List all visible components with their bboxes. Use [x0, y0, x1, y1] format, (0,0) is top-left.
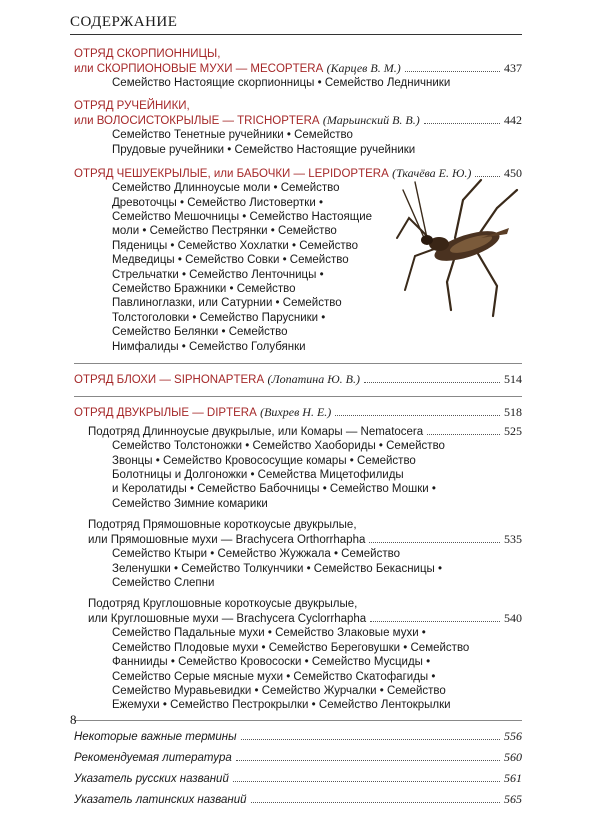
dot-leader [369, 542, 500, 543]
dot-leader [233, 781, 500, 782]
family-list-line: Прудовые ручейники • Семейство Настоящие ручейники [112, 143, 416, 156]
author: (Ткачёва Е. Ю.) [392, 166, 472, 181]
family-list-line: Семейство Плодовые мухи • Семейство Береговушки • Семейство [112, 641, 470, 654]
family-list-line: Семейство Бражники • Семейство [112, 283, 296, 296]
dot-leader [364, 382, 500, 383]
page-ref: 560 [504, 749, 522, 764]
order-title-line: ОТРЯД СКОРПИОННИЦЫ, [74, 48, 221, 60]
family-list-line: Звонцы • Семейство Кровососущие комары • Семейство [112, 454, 416, 467]
family-list-line: Древоточцы • Семейство Листовертки • [112, 196, 323, 209]
family-list-line: Семейство Тенетные ручейники • Семейство [112, 129, 353, 142]
order-title-line: или ВОЛОСИСТОКРЫЛЫЕ — TRICHOPTERA [74, 115, 320, 128]
toc-entry-orthorrhapha[interactable] [74, 518, 522, 590]
back-matter-title: Указатель русских названий [74, 772, 229, 785]
toc-entry-diptera[interactable] [74, 405, 522, 420]
back-matter-title: Указатель латинских названий [74, 793, 247, 806]
page-ref: 540 [504, 611, 522, 626]
back-matter-title: Рекомендуемая литература [74, 751, 232, 764]
page-ref: 437 [504, 61, 522, 75]
dot-leader [335, 415, 500, 416]
toc-entry-russian-index[interactable] [74, 771, 522, 786]
family-list-line: моли • Семейство Пестрянки • Семейство [112, 225, 337, 238]
family-list-line: Семейство Муравьевидки • Семейство Журчалки • Семейство [112, 684, 446, 697]
order-title-line: или СКОРПИОНОВЫЕ МУХИ — MECOPTERA [74, 63, 324, 75]
page-ref: 556 [504, 728, 522, 743]
toc-entry-literature[interactable] [74, 750, 522, 765]
toc-entry-trichoptera[interactable] [74, 99, 522, 157]
dot-leader [241, 739, 500, 740]
family-list-line: Семейство Серые мясные мухи • Семейство Скатофагиды • [112, 670, 436, 683]
page-ref: 535 [504, 532, 522, 547]
family-list-line: Нимфалиды • Семейство Голубянки [112, 340, 306, 353]
back-matter-title: Некоторые важные термины [74, 730, 237, 743]
family-list-line: Павлиноглазки, или Сатурнии • Семейство [112, 297, 342, 310]
family-list-line: Стрельчатки • Семейство Ленточницы • [112, 268, 324, 281]
order-title-line: ОТРЯД БЛОХИ — SIPHONAPTERA [74, 374, 265, 387]
family-list-line: Пяденицы • Семейство Хохлатки • Семейство [112, 239, 359, 252]
dot-leader [405, 71, 500, 72]
author: (Лопатина Ю. В.) [267, 372, 360, 387]
dot-leader [427, 434, 500, 435]
page-ref: 561 [504, 770, 522, 785]
toc-entry-cyclorrhapha[interactable] [74, 597, 522, 712]
section-divider [74, 720, 522, 721]
family-list-line: Ежемухи • Семейство Пестрокрылки • Семейство Лентокрылки [112, 699, 451, 712]
family-list-line: Семейство Мешочницы • Семейство Настоящие [112, 211, 373, 224]
toc-entry-latin-index[interactable] [74, 792, 522, 807]
order-title-line: ОТРЯД РУЧЕЙНИКИ, [74, 100, 190, 113]
family-list-line: Семейство Толстоножки • Семейство Хаобориды • Семейство [112, 440, 445, 453]
family-list-line: Медведицы • Семейство Совки • Семейство [112, 254, 349, 267]
page-ref: 518 [504, 405, 522, 420]
family-list-line: Толстоголовки • Семейство Парусники • [112, 311, 326, 324]
toc-entry-terms[interactable] [74, 729, 522, 744]
family-list-line: и Керолатиды • Семейство Бабочницы • Семейство Мошки • [112, 483, 436, 496]
dot-leader [424, 123, 500, 124]
family-list-line: Семейство Белянки • Семейство [112, 326, 288, 339]
suborder-title-line: или Прямошовные мухи — Brachycera Orthorrhapha [88, 534, 366, 547]
family-list-line: Семейство Ктыри • Семейство Жужжала • Семейство [112, 548, 400, 561]
order-title-line: ОТРЯД ДВУКРЫЛЫЕ — DIPTERA [74, 407, 257, 420]
family-list-line: Болотницы и Долгоножки • Семейства Мицетофилиды [112, 468, 404, 481]
author: (Карцев В. М.) [326, 61, 401, 75]
suborder-title-line: Подотряд Круглошовные короткоусые двукрылые, [88, 598, 358, 611]
family-list-line: Семейство Длинноусые моли • Семейство [112, 182, 340, 195]
order-title-line: ОТРЯД ЧЕШУЕКРЫЛЫЕ, или БАБОЧКИ — LEPIDOPTERA [74, 168, 389, 181]
page-ref: 525 [504, 424, 522, 439]
family-list-line: Зеленушки • Семейство Толкунчики • Семейство Бекасницы • [112, 562, 443, 575]
header-rule [70, 34, 522, 35]
dot-leader [370, 621, 500, 622]
page-ref: 450 [504, 166, 522, 181]
section-divider [74, 396, 522, 397]
page-ref: 565 [504, 791, 522, 806]
author: (Марьинский В. В.) [322, 113, 420, 128]
page-ref: 514 [504, 372, 522, 387]
back-matter [74, 729, 522, 807]
family-list-line: Семейство Падальные мухи • Семейство Злаковые мухи • [112, 627, 426, 640]
family-list-line: Семейство Настоящие скорпионницы • Семейство Ледничники [112, 77, 451, 89]
page-ref: 442 [504, 113, 522, 128]
toc-entry-siphonaptera[interactable] [74, 372, 522, 387]
family-list-line: Фаннииды • Семейство Кровососки • Семейство Мусциды • [112, 656, 431, 669]
dot-leader [236, 760, 500, 761]
page-number: 8 [70, 712, 77, 727]
author: (Вихрев Н. Е.) [260, 405, 332, 420]
toc-entry-mecoptera[interactable] [74, 47, 522, 90]
toc-entry-nematocera[interactable] [74, 424, 522, 511]
section-divider [74, 363, 522, 364]
page-header: СОДЕРЖАНИЕ [70, 14, 178, 30]
suborder-title-line: или Круглошовные мухи — Brachycera Cyclorrhapha [88, 613, 367, 626]
family-list-line: Семейство Зимние комарики [112, 497, 268, 510]
family-list-line: Семейство Слепни [112, 576, 215, 589]
dot-leader [251, 802, 500, 803]
insect-photo-icon [385, 160, 525, 320]
suborder-title-line: Подотряд Длинноусые двукрылые, или Комары — Nematocera [88, 426, 424, 439]
suborder-title-line: Подотряд Прямошовные короткоусые двукрылые, [88, 519, 357, 532]
